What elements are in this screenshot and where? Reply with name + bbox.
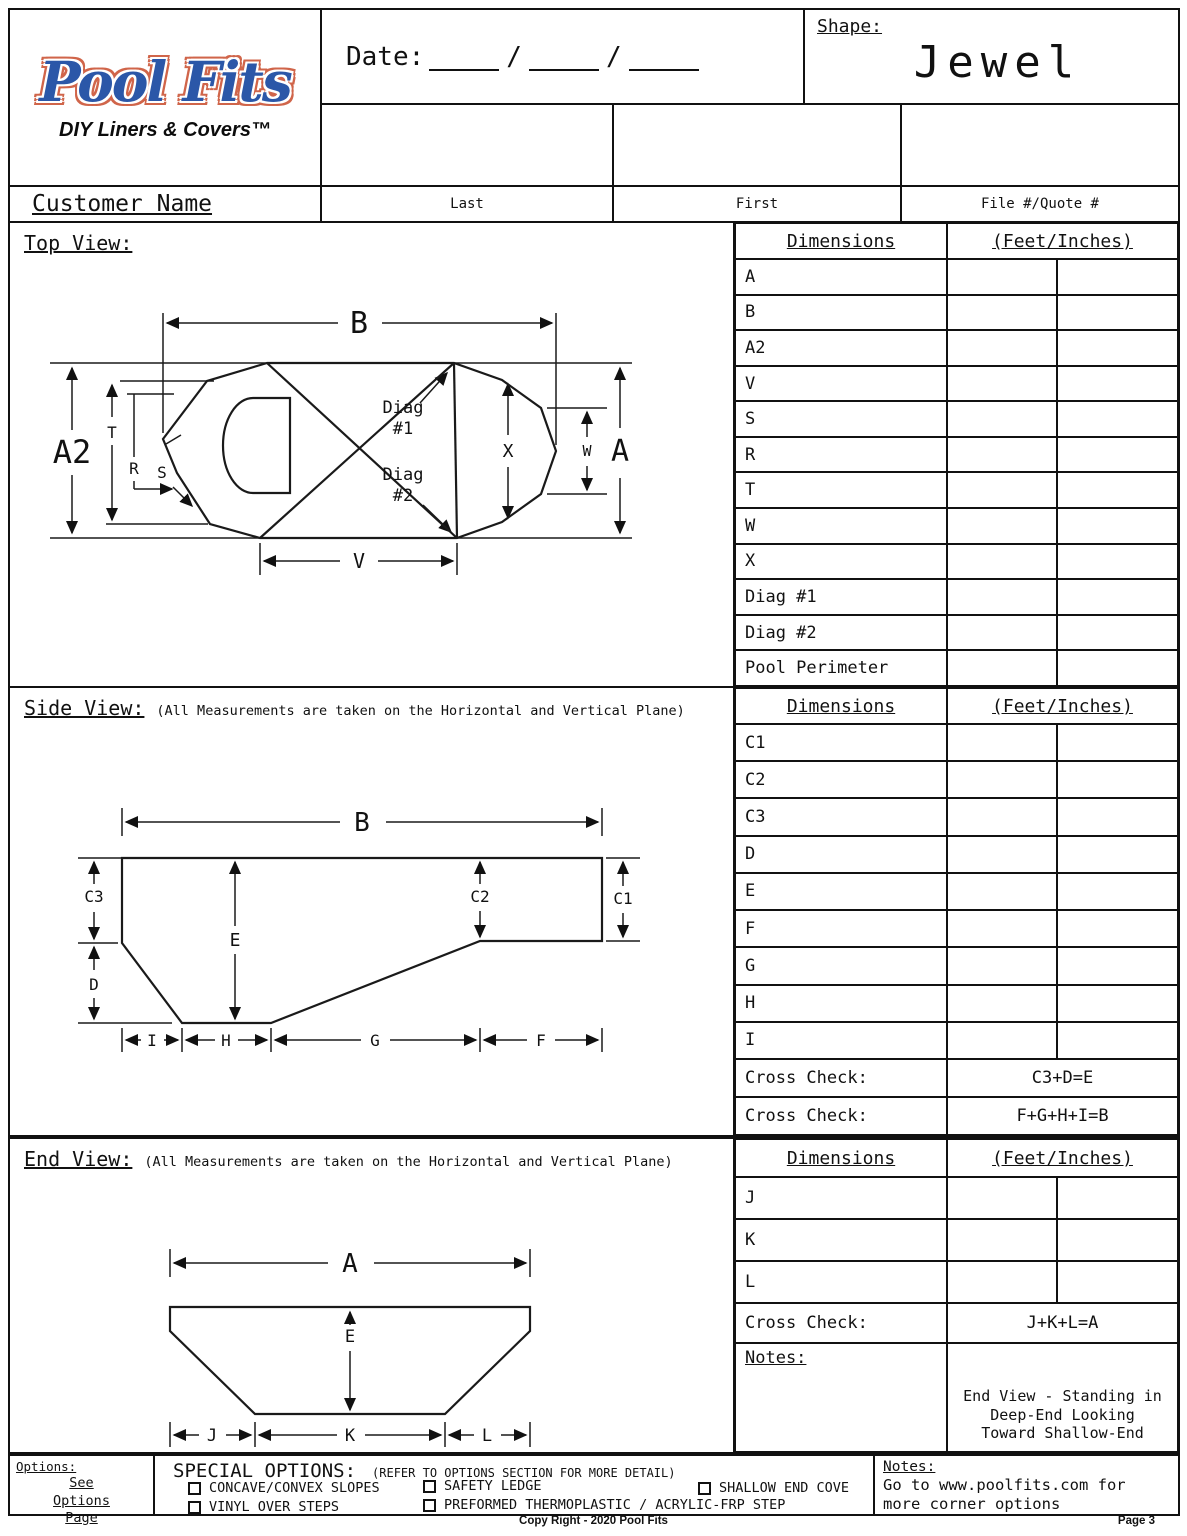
dim-label-t: T [107,423,117,442]
dim-label-diag2: Diag [382,465,424,485]
row-label-V: V [735,366,947,402]
row-label-K: K [735,1219,947,1261]
row-label-X: X [735,544,947,580]
value-cell-feet[interactable] [947,295,1057,331]
value-cell-inches[interactable] [1057,724,1178,761]
top-view-diagram [10,223,733,686]
row-label-R: R [735,437,947,473]
dim-label-r: R [129,459,139,478]
value-cell-inches[interactable] [1057,761,1178,798]
dim-label-i: I [147,1031,157,1050]
row-label-C1: C1 [735,724,947,761]
row-label-I: I [735,1022,947,1059]
side-view-note: (All Measurements are taken on the Horizontal and Vertical Plane) [156,703,685,719]
side-view-panel [8,686,735,1137]
dim-label-b: B [349,306,369,341]
end-view-dimensions-table [733,1137,1180,1454]
cross-check-formula: C3+D=E [947,1059,1178,1097]
value-cell-feet[interactable] [947,910,1057,947]
end-view-title: End View: [24,1147,133,1171]
last-label: Last [450,196,484,212]
dimensions-header: Dimensions [735,688,947,724]
row-label-pool-perimeter: Pool Perimeter [735,650,947,686]
value-cell-inches[interactable] [1057,985,1178,1022]
dim-label-a2: A2 [52,433,92,471]
value-cell-feet[interactable] [947,472,1057,508]
value-cell-feet[interactable] [947,1022,1057,1059]
end-view-notes-label: Notes: [735,1343,947,1452]
value-cell-feet[interactable] [947,1177,1057,1219]
customer-name-label: Customer Name [32,191,213,217]
dim-label-a: A [342,1249,358,1279]
checkbox-icon[interactable] [423,1499,436,1512]
dimensions-header: Dimensions [735,1139,947,1177]
dim-label-c1: C1 [613,889,633,908]
file-quote-label: File #/Quote # [980,196,1099,212]
end-view-note: (All Measurements are taken on the Horizontal and Vertical Plane) [144,1154,673,1170]
value-cell-inches[interactable] [1057,1022,1178,1059]
dim-label-c3: C3 [84,887,104,906]
value-cell-inches[interactable] [1057,836,1178,873]
units-header: (Feet/Inches) [947,1139,1178,1177]
cross-check-label: Cross Check: [735,1059,947,1097]
end-view-diagram [10,1139,733,1452]
first-label-cell [612,185,902,223]
bottom-notes-label: Notes: [883,1459,936,1475]
value-cell-feet[interactable] [947,650,1057,686]
value-cell-feet[interactable] [947,615,1057,651]
logo-block [8,8,322,187]
row-label-H: H [735,985,947,1022]
value-cell-inches[interactable] [1057,401,1178,437]
side-view-title: Side View: [24,696,145,720]
value-cell-feet[interactable] [947,1219,1057,1261]
value-cell-feet[interactable] [947,401,1057,437]
row-label-B: B [735,295,947,331]
options-label: Options: [16,1459,77,1474]
dim-label-diag1-num: #1 [392,419,414,439]
checkbox-preformed-step[interactable]: PREFORMED THERMOPLASTIC / ACRYLIC-FRP STEP [423,1497,785,1513]
see-options-page-link[interactable]: See Options Page [53,1475,110,1527]
checkbox-icon[interactable] [423,1480,436,1493]
value-cell-feet[interactable] [947,761,1057,798]
file-number-input-cell[interactable] [900,103,1180,187]
value-cell-inches[interactable] [1057,873,1178,910]
dim-label-x: X [502,441,514,462]
pool-fits-logo: Pool Fits [39,48,291,114]
checkbox-safety-ledge[interactable]: SAFETY LEDGE [423,1478,542,1494]
dim-label-l: L [481,1426,493,1446]
dim-label-k: K [344,1426,356,1446]
row-label-T: T [735,472,947,508]
page-footer [0,1515,1187,1535]
checkbox-icon[interactable] [188,1501,201,1514]
value-cell-inches[interactable] [1057,615,1178,651]
dim-label-d: D [89,975,99,994]
row-label-L: L [735,1261,947,1303]
date-label: Date: [346,41,425,72]
value-cell-inches[interactable] [1057,259,1178,295]
cross-check-label: Cross Check: [735,1097,947,1135]
row-label-F: F [735,910,947,947]
value-cell-feet[interactable] [947,437,1057,473]
dim-label-diag1: Diag [382,398,424,418]
dim-label-c2: C2 [470,887,490,906]
units-header: (Feet/Inches) [947,688,1178,724]
checkbox-shallow-end-cove[interactable]: SHALLOW END COVE [698,1480,849,1496]
value-cell-feet[interactable] [947,985,1057,1022]
value-cell-feet[interactable] [947,798,1057,835]
row-label-C2: C2 [735,761,947,798]
bottom-notes-cell [873,1454,1180,1516]
date-day-blank[interactable] [529,43,599,71]
value-cell-feet[interactable] [947,330,1057,366]
value-cell-feet[interactable] [947,579,1057,615]
cross-check-label: Cross Check: [735,1303,947,1343]
last-label-cell [320,185,614,223]
value-cell-inches[interactable] [1057,579,1178,615]
special-options-cell [153,1454,875,1516]
first-label: First [735,196,779,212]
value-cell-feet[interactable] [947,259,1057,295]
row-label-E: E [735,873,947,910]
row-label-W: W [735,508,947,544]
special-options-title: SPECIAL OPTIONS: [173,1460,357,1482]
value-cell-feet[interactable] [947,366,1057,402]
value-cell-inches[interactable] [1057,330,1178,366]
date-separator: / [605,41,622,72]
value-cell-inches[interactable] [1057,508,1178,544]
top-view-title: Top View: [24,231,133,255]
value-cell-inches[interactable] [1057,947,1178,984]
end-view-panel [8,1137,735,1454]
value-cell-feet[interactable] [947,873,1057,910]
row-label-diag2: Diag #2 [735,615,947,651]
dim-label-s: S [157,463,167,482]
dim-label-h: H [221,1031,231,1050]
date-month-blank[interactable] [429,43,499,71]
dim-label-e: E [229,930,241,951]
dim-label-w: W [582,442,592,460]
row-label-A2: A2 [735,330,947,366]
dim-label-b: B [354,808,370,838]
dim-label-g: G [370,1031,380,1050]
shape-cell [803,8,1180,105]
checkbox-vinyl-over-steps[interactable]: VINYL OVER STEPS [188,1499,339,1515]
value-cell-inches[interactable] [1057,366,1178,402]
special-options-note: (REFER TO OPTIONS SECTION FOR MORE DETAIL) [372,1466,676,1480]
page-number: Page 3 [1117,1515,1155,1527]
date-year-blank[interactable] [629,43,699,71]
side-view-dimensions-table [733,686,1180,1137]
last-name-input-cell[interactable] [320,103,614,187]
value-cell-inches[interactable] [1057,544,1178,580]
row-label-C3: C3 [735,798,947,835]
value-cell-inches[interactable] [1057,1219,1178,1261]
units-header: (Feet/Inches) [947,223,1178,259]
shape-value: Jewel [913,37,1082,88]
row-label-D: D [735,836,947,873]
value-cell-feet[interactable] [947,1261,1057,1303]
value-cell-feet[interactable] [947,724,1057,761]
dim-label-a: A [610,434,630,469]
row-label-S: S [735,401,947,437]
date-field-cell [320,8,805,105]
value-cell-inches[interactable] [1057,472,1178,508]
value-cell-feet[interactable] [947,947,1057,984]
logo-tagline: DIY Liners & Covers™ [59,118,271,141]
dim-label-v: V [352,549,366,573]
value-cell-inches[interactable] [1057,437,1178,473]
row-label-A: A [735,259,947,295]
top-view-dimensions-table [733,221,1180,688]
copyright-text: Copy Right - 2020 Pool Fits [519,1515,668,1527]
side-view-diagram [10,688,733,1135]
date-separator: / [506,41,522,72]
first-name-input-cell[interactable] [612,103,902,187]
checkbox-concave-convex-slopes[interactable]: CONCAVE/CONVEX SLOPES [188,1480,380,1496]
value-cell-inches[interactable] [1057,910,1178,947]
top-view-panel [8,221,735,688]
cross-check-formula: J+K+L=A [947,1303,1178,1343]
row-label-J: J [735,1177,947,1219]
value-cell-inches[interactable] [1057,650,1178,686]
value-cell-inches[interactable] [1057,1177,1178,1219]
value-cell-feet[interactable] [947,508,1057,544]
cross-check-formula: F+G+H+I=B [947,1097,1178,1135]
dim-label-j: J [206,1426,218,1446]
value-cell-feet[interactable] [947,544,1057,580]
end-view-orientation-note: End View - Standing in Deep-End Looking Toward Shallow-End [947,1343,1178,1452]
customer-name-label-cell [8,185,322,223]
options-cell [8,1454,155,1527]
row-label-diag1: Diag #1 [735,579,947,615]
dim-label-f: F [536,1031,546,1050]
dim-label-diag2-num: #2 [392,486,414,506]
dimensions-header: Dimensions [735,223,947,259]
value-cell-feet[interactable] [947,836,1057,873]
file-quote-label-cell [900,185,1180,223]
value-cell-inches[interactable] [1057,1261,1178,1303]
value-cell-inches[interactable] [1057,798,1178,835]
dim-label-e: E [344,1327,356,1347]
checkbox-icon[interactable] [698,1482,711,1495]
shape-label: Shape: [817,16,883,37]
checkbox-icon[interactable] [188,1482,201,1495]
bottom-notes-text: Go to www.poolfits.com for more corner options [883,1476,1126,1514]
value-cell-inches[interactable] [1057,295,1178,331]
row-label-G: G [735,947,947,984]
